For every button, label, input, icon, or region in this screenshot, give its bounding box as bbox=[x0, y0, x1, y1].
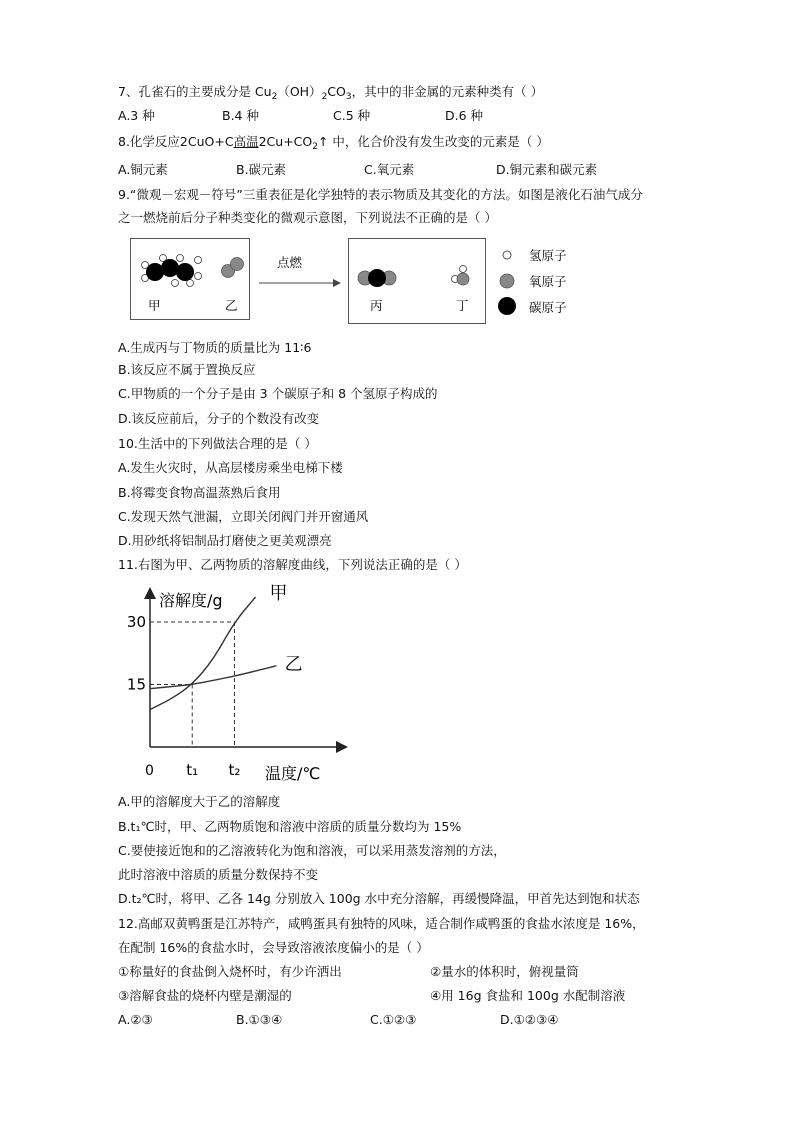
q7-stem: 7、孔雀石的主要成分是 $Cu_2(OH)_2CO_3$，其中的非金属的元素种类有（ ） bbox=[118, 84, 544, 102]
label-yi: 乙 bbox=[225, 298, 238, 313]
q9-option-b: B.该反应不属于置换反应 bbox=[118, 362, 256, 377]
legend-hydrogen: 氢原子 bbox=[529, 248, 567, 263]
reactant-molecules bbox=[130, 238, 250, 320]
x-tick-t1: t₁ bbox=[186, 761, 199, 779]
q12-stem-line2: 在配制 16%的食盐水时，会导致溶液浓度偏小的是（ ） bbox=[118, 940, 429, 955]
q10-option-c: C.发现天然气泄漏，立即关闭阀门并开窗通风 bbox=[118, 509, 369, 524]
q12-item-3: ③溶解食盐的烧杯内壁是潮湿的 bbox=[118, 988, 292, 1003]
q10-stem: 10.生活中的下列做法合理的是（ ） bbox=[118, 436, 317, 451]
label-ding: 丁 bbox=[456, 298, 469, 313]
q9-option-d: D.该反应前后，分子的个数没有改变 bbox=[118, 411, 320, 426]
q10-option-d: D.用砂纸将铝制品打磨使之更美观漂亮 bbox=[118, 533, 332, 548]
q12-option-a: A.②③ bbox=[118, 1012, 153, 1027]
q7-option-b: B.4 种 bbox=[222, 108, 259, 123]
q9-stem-line1: 9.“微观－宏观－符号”三重表征是化学独特的表示物质及其变化的方法。如图是液化石油气成分 bbox=[118, 187, 643, 202]
x-axis-label: 温度/℃ bbox=[265, 764, 321, 783]
q7-option-c: C.5 种 bbox=[333, 108, 371, 123]
q8-stem: 8.化学反应2CuO+C高温$2Cu+CO_2↑$ 中，化合价没有发生改变的元素是（ ） bbox=[118, 134, 549, 152]
q7-option-a: A.3 种 bbox=[118, 108, 155, 123]
q12-option-d: D.①②③④ bbox=[500, 1012, 559, 1027]
product-molecules bbox=[348, 238, 486, 324]
q12-item-2: ②量水的体积时，俯视量筒 bbox=[430, 964, 579, 979]
q11-option-d: D.t₂℃时，将甲、乙各 14g 分别放入 100g 水中充分溶解，再缓慢降温，甲首先达到饱和状态 bbox=[118, 891, 640, 906]
series-curve-jia bbox=[150, 597, 256, 710]
hydrogen-legend-icon bbox=[503, 251, 511, 259]
series-label-jia: 甲 bbox=[269, 583, 288, 604]
q9-stem-line2: 之一燃烧前后分子种类变化的微观示意图，下列说法不正确的是（ ） bbox=[118, 210, 497, 225]
q9-option-a: A.生成丙与丁物质的质量比为 11∶6 bbox=[118, 340, 312, 355]
legend-carbon: 碳原子 bbox=[529, 300, 567, 315]
x-tick-t2: t₂ bbox=[228, 761, 241, 779]
y-tick-30: 30 bbox=[126, 613, 146, 631]
q11-stem: 11.右图为甲、乙两物质的溶解度曲线，下列说法正确的是（ ） bbox=[118, 557, 467, 572]
q12-stem-line1: 12.高邮双黄鸭蛋是江苏特产，咸鸭蛋具有独特的风味，适合制作咸鸭蛋的食盐水浓度是 16%， bbox=[118, 916, 645, 931]
molecule-ding bbox=[452, 266, 470, 286]
carbon-legend-icon bbox=[498, 297, 516, 315]
label-bing: 丙 bbox=[370, 298, 383, 313]
origin-label: 0 bbox=[145, 763, 154, 779]
molecule-bing bbox=[358, 269, 396, 287]
q12-item-1: ①称量好的食盐倒入烧杯时，有少许洒出 bbox=[118, 964, 342, 979]
q8-condition: 高温 bbox=[233, 134, 259, 149]
q11-option-c-cont: 此时溶液中溶质的质量分数保持不变 bbox=[118, 867, 319, 882]
molecule-jia bbox=[142, 255, 202, 287]
q8-option-b: B.碳元素 bbox=[236, 162, 287, 177]
label-jia: 甲 bbox=[148, 298, 161, 313]
q10-option-b: B.将霉变食物高温蒸熟后食用 bbox=[118, 485, 281, 500]
q11-option-c: C.要使接近饱和的乙溶液转化为饱和溶液，可以采用蒸发溶剂的方法， bbox=[118, 843, 506, 858]
molecule-yi bbox=[222, 258, 244, 278]
q11-option-b: B.t₁℃时，甲、乙两物质饱和溶液中溶质的质量分数均为 15% bbox=[118, 819, 462, 834]
q10-option-a: A.发生火灾时，从高层楼房乘坐电梯下楼 bbox=[118, 460, 343, 475]
q8-option-c: C.氧元素 bbox=[364, 162, 415, 177]
y-tick-15: 15 bbox=[126, 675, 146, 694]
solubility-chart bbox=[126, 582, 360, 787]
q12-item-4: ④用 16g 食盐和 100g 水配制溶液 bbox=[430, 988, 626, 1003]
legend-oxygen: 氧原子 bbox=[529, 274, 567, 289]
series-curve-yi bbox=[150, 666, 277, 689]
reaction-arrow bbox=[255, 255, 345, 295]
q11-option-a: A.甲的溶解度大于乙的溶解度 bbox=[118, 794, 281, 809]
series-label-yi: 乙 bbox=[284, 653, 303, 675]
oxygen-legend-icon bbox=[500, 274, 514, 288]
q12-option-c: C.①②③ bbox=[370, 1012, 417, 1027]
q8-option-d: D.铜元素和碳元素 bbox=[496, 162, 598, 177]
q12-option-b: B.①③④ bbox=[236, 1012, 283, 1027]
q9-option-c: C.甲物质的一个分子是由 3 个碳原子和 8 个氢原子构成的 bbox=[118, 386, 438, 401]
q8-option-a: A.铜元素 bbox=[118, 162, 168, 177]
y-axis-label: 溶解度/g bbox=[159, 591, 223, 610]
atom-legend bbox=[495, 242, 595, 322]
arrow-label: 点燃 bbox=[277, 255, 303, 270]
q7-option-d: D.6 种 bbox=[445, 108, 484, 123]
